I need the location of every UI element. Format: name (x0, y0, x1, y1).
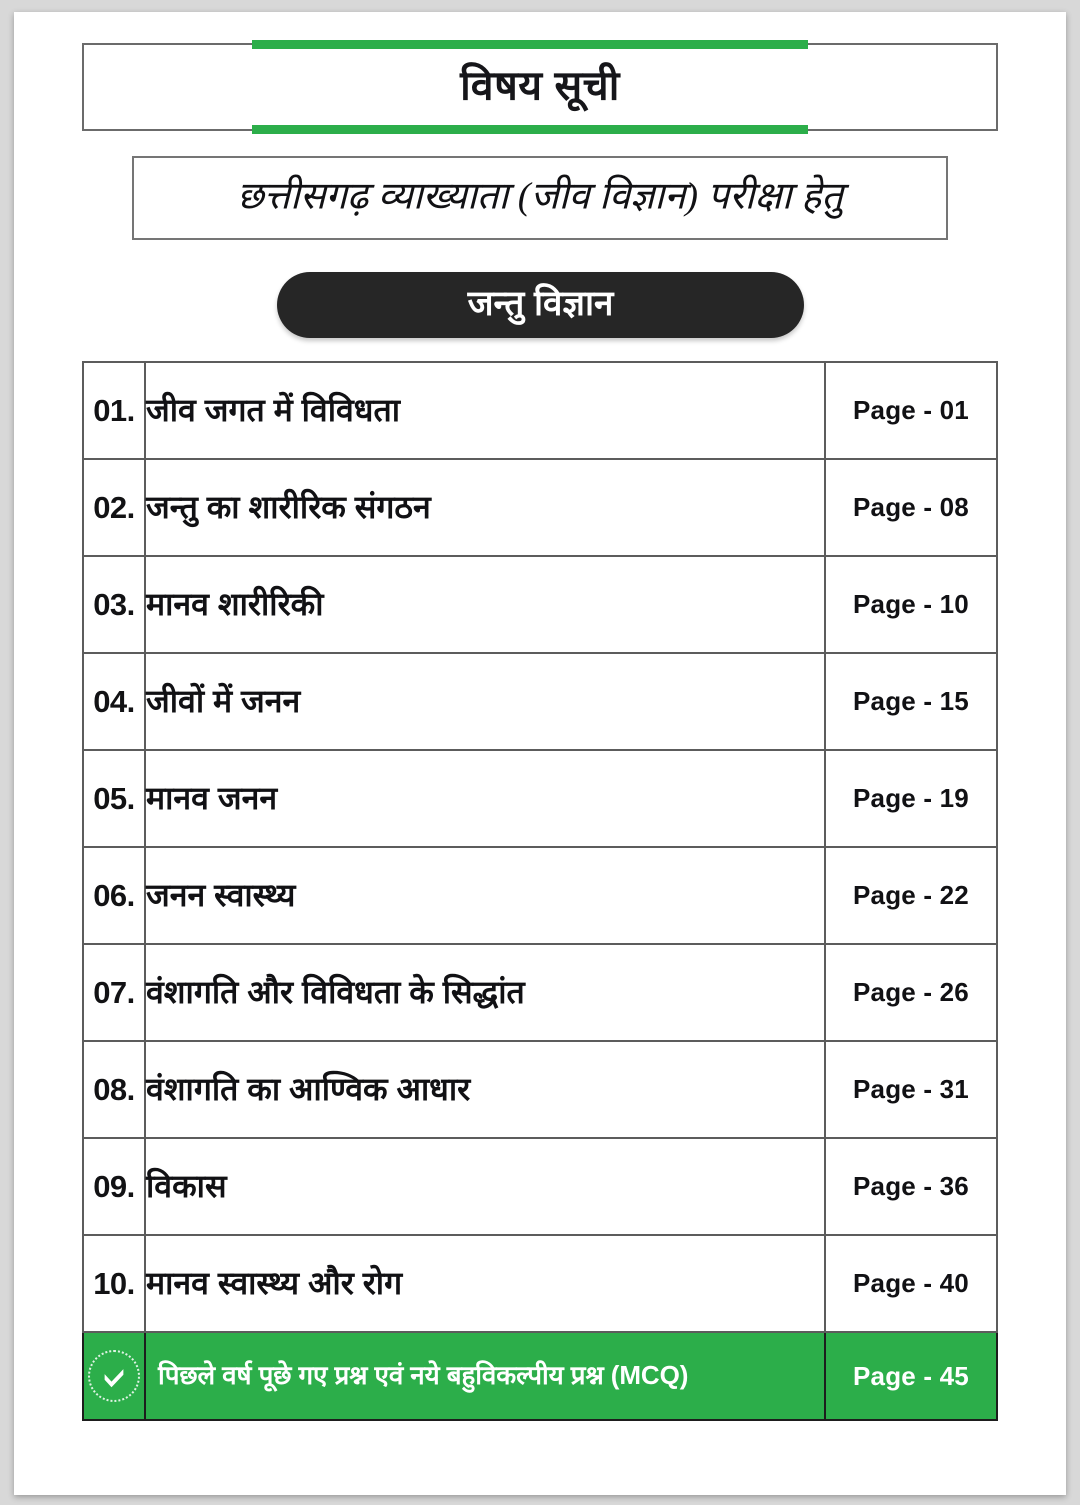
check-circle-icon (88, 1350, 140, 1402)
table-row[interactable] (83, 750, 997, 847)
row-number: 10. (83, 1235, 145, 1332)
row-title[interactable]: पिछले वर्ष पूछे गए प्रश्न एवं नये बहुविकल्पीय प्रश्न (MCQ) (145, 1332, 825, 1420)
row-page: Page - 36 (825, 1138, 997, 1235)
subject-badge (277, 272, 804, 338)
row-number: 04. (83, 653, 145, 750)
table-row[interactable] (83, 847, 997, 944)
row-title[interactable]: मानव शारीरिकी (145, 556, 825, 653)
row-title[interactable]: जन्तु का शारीरिक संगठन (145, 459, 825, 556)
row-title[interactable]: मानव स्वास्थ्य और रोग (145, 1235, 825, 1332)
subject-badge-label: जन्तु विज्ञान (467, 284, 614, 324)
row-number: 07. (83, 944, 145, 1041)
row-page: Page - 31 (825, 1041, 997, 1138)
table-row[interactable] (83, 1235, 997, 1332)
row-number: 08. (83, 1041, 145, 1138)
row-page: Page - 40 (825, 1235, 997, 1332)
row-title[interactable]: जीवों में जनन (145, 653, 825, 750)
table-row[interactable] (83, 653, 997, 750)
row-check-cell (83, 1332, 145, 1420)
row-number: 02. (83, 459, 145, 556)
toc-body (83, 362, 997, 1420)
table-row[interactable] (83, 1138, 997, 1235)
title-accent-bar-bottom (252, 125, 808, 134)
table-row[interactable] (83, 362, 997, 459)
table-of-contents (82, 361, 998, 1421)
row-number: 03. (83, 556, 145, 653)
row-page: Page - 45 (825, 1332, 997, 1420)
row-title[interactable]: वंशागति का आण्विक आधार (145, 1041, 825, 1138)
row-page: Page - 01 (825, 362, 997, 459)
row-page: Page - 22 (825, 847, 997, 944)
row-page: Page - 19 (825, 750, 997, 847)
document-page (14, 12, 1066, 1495)
exam-subtitle: छत्तीसगढ़ व्याख्याता (जीव विज्ञान) परीक्षा हेतु (237, 175, 843, 218)
row-page: Page - 08 (825, 459, 997, 556)
row-title[interactable]: वंशागति और विविधता के सिद्धांत (145, 944, 825, 1041)
table-row-highlighted[interactable] (83, 1332, 997, 1420)
table-row[interactable] (83, 944, 997, 1041)
row-number: 05. (83, 750, 145, 847)
row-title[interactable]: विकास (145, 1138, 825, 1235)
table-row[interactable] (83, 1041, 997, 1138)
page-title: विषय सूची (460, 62, 620, 109)
table-row[interactable] (83, 556, 997, 653)
row-title[interactable]: जीव जगत में विविधता (145, 362, 825, 459)
row-title[interactable]: जनन स्वास्थ्य (145, 847, 825, 944)
row-page: Page - 15 (825, 653, 997, 750)
subtitle-box (132, 156, 948, 240)
title-box (82, 43, 998, 131)
title-accent-bar-top (252, 40, 808, 49)
row-page: Page - 26 (825, 944, 997, 1041)
row-number: 01. (83, 362, 145, 459)
row-number: 09. (83, 1138, 145, 1235)
table-row[interactable] (83, 459, 997, 556)
row-number: 06. (83, 847, 145, 944)
row-page: Page - 10 (825, 556, 997, 653)
row-title[interactable]: मानव जनन (145, 750, 825, 847)
